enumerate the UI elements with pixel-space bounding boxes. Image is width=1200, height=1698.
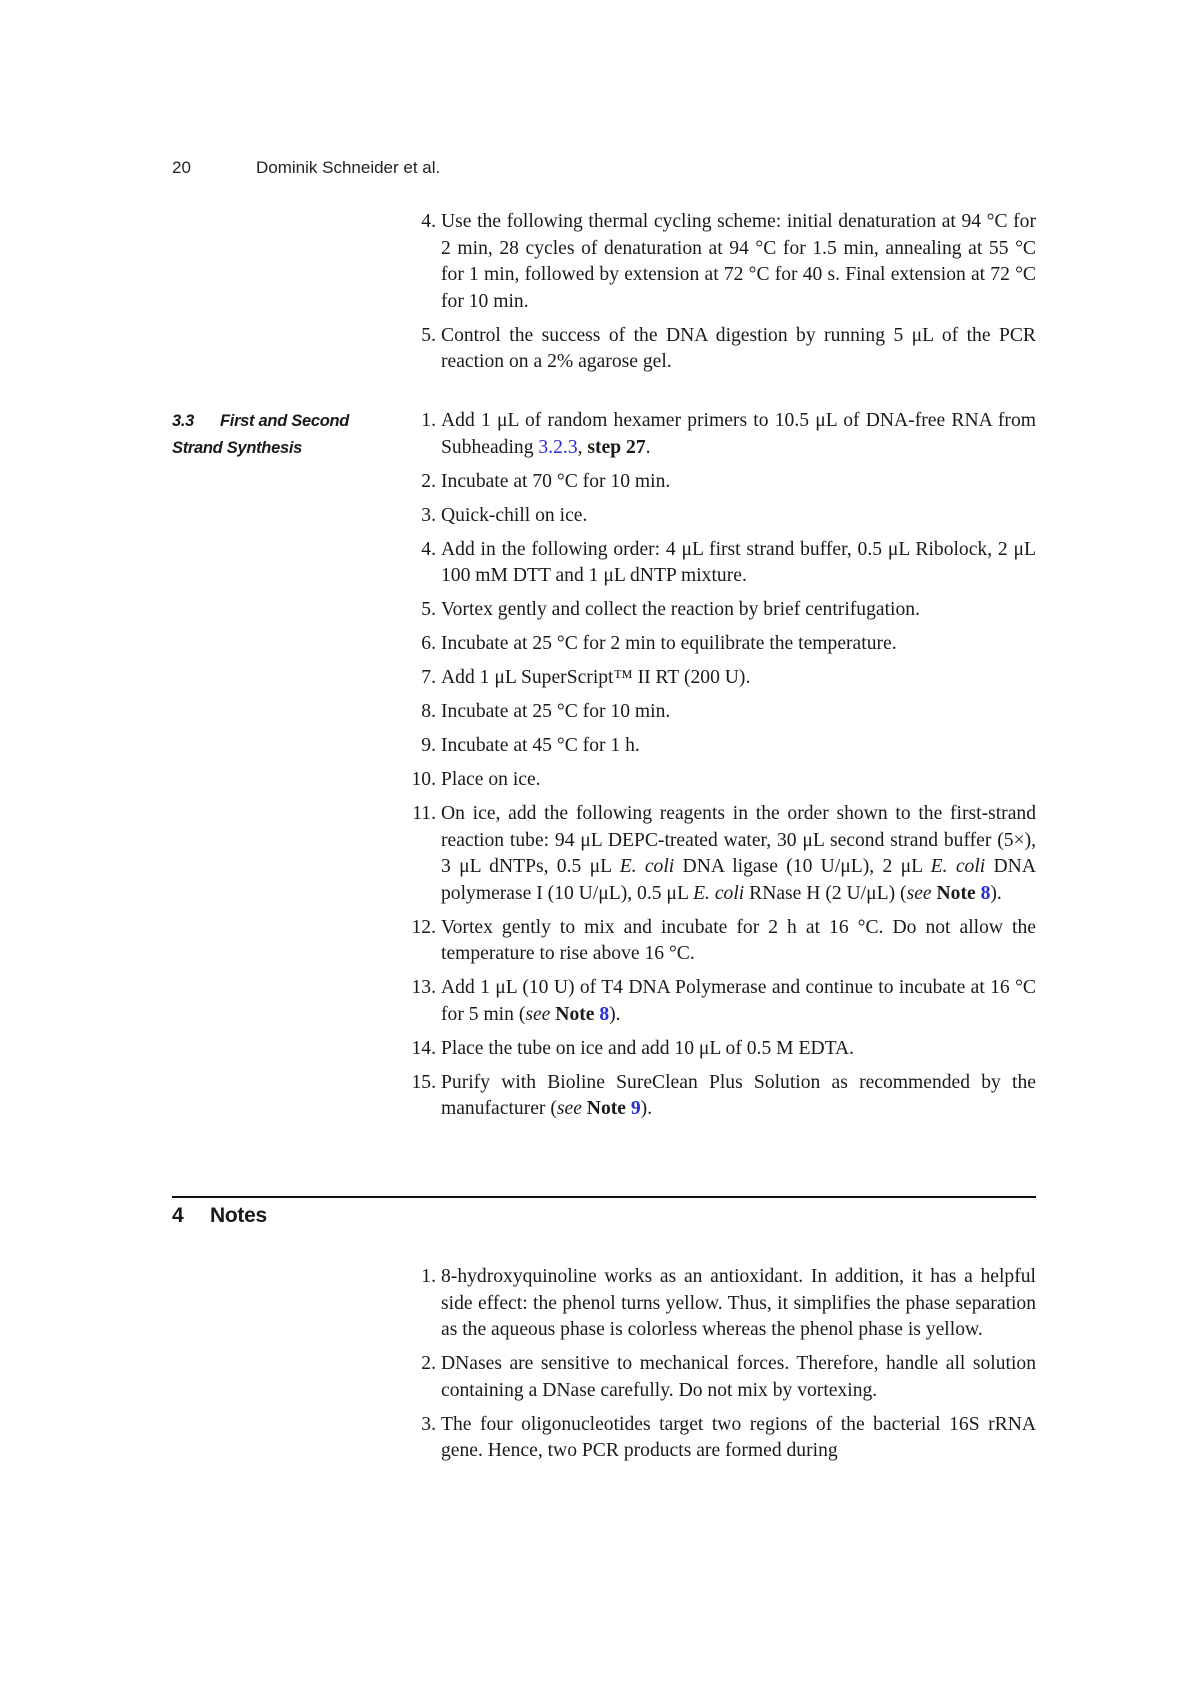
note-item: 2. DNases are sensitive to mechanical forces. Therefore, handle all solution containing a DNase carefully. Do not mix by vortexing. <box>421 1353 1036 1401</box>
notes-heading <box>172 1204 267 1228</box>
subheading-link[interactable]: 3.2.3 <box>538 436 578 458</box>
notes-list <box>408 1264 1036 1472</box>
subsection-heading: 3.3 First and Second Strand Synthesis <box>172 408 349 462</box>
list-item: 12. Vortex gently to mix and incubate for 2 h at 16 °C. Do not allow the temperature to rise above 16 °C. <box>411 916 1036 964</box>
note-link[interactable]: 9 <box>630 1098 641 1119</box>
list-item: 3. Quick-chill on ice. <box>421 504 588 526</box>
running-authors: Dominik Schneider et al. <box>256 158 441 177</box>
note-link[interactable]: 8 <box>599 1003 610 1025</box>
running-head <box>172 158 440 178</box>
note-item: 3. The four oligonucleotides target two regions of the bacterial 16S rRNA gene. Hence, two PCR products are formed during <box>421 1413 1036 1461</box>
list-item: 14. Place the tube on ice and add 10 μL of 0.5 M EDTA. <box>411 1037 855 1059</box>
note-link[interactable]: 8 <box>980 882 991 904</box>
list-item: 4. Add in the following order: 4 μL first strand buffer, 0.5 μL Ribolock, 2 μL 100 mM DTT and 1 μL dNTP mixture. <box>421 538 1036 586</box>
note-item: 1. 8-hydroxyquinoline works as an antioxidant. In addition, it has a helpful side effect: the phenol turns yellow. Thus, it simplifies the phase separation as the aqueous phase is colorless whereas the phenol phase is yellow. <box>421 1266 1036 1340</box>
list-item: 4. Use the following thermal cycling scheme: initial denaturation at 94 °C for 2 min, 28 cycles of denaturation at 94 °C for 1.5 min, annealing at 55 °C for 1 min, followed by extension at 72 °C for 40 s. Final extension at 72 °C for 10 min. <box>421 211 1036 312</box>
list-item: 5. Control the success of the DNA digestion by running 5 μL of the PCR reaction on a 2% agarose gel. <box>421 324 1036 372</box>
list-item: 7. Add 1 μL SuperScript™ II RT (200 U). <box>421 667 751 688</box>
list-item: 11. On ice, add the following reagents in the order shown to the first-strand reaction tube: 94 μL DEPC-treated water, 30 μL second strand buffer (5×), 3 μL dNTPs, 0.5 μL E. coli DNA ligase (10 U/μL), 2 μL E. coli DNA polymerase I (10 U/μL), 0.5 μL E. coli RNase H (2 U/μL) (see Note 8). <box>412 803 1036 904</box>
procedure-list-3-3 <box>408 408 1036 1130</box>
list-item: 10. Place on ice. <box>411 769 541 790</box>
section-rule <box>172 1196 1036 1198</box>
list-item: 9. Incubate at 45 °C for 1 h. <box>421 735 640 756</box>
list-item: 2. Incubate at 70 °C for 10 min. <box>421 470 671 492</box>
list-item: 6. Incubate at 25 °C for 2 min to equilibrate the temperature. <box>421 633 897 654</box>
list-item: 5. Vortex gently and collect the reaction by brief centrifugation. <box>421 599 920 620</box>
procedure-list-continued <box>408 209 1036 383</box>
list-item: 15. Purify with Bioline SureClean Plus Solution as recommended by the manufacturer (see Note 9). <box>411 1071 1036 1119</box>
list-item: 8. Incubate at 25 °C for 10 min. <box>421 701 671 722</box>
page-number: 20 <box>172 158 191 177</box>
subsection-number: 3.3 <box>172 412 195 430</box>
section-title: Notes <box>210 1204 267 1227</box>
section-number: 4 <box>172 1204 184 1227</box>
list-item: 13. Add 1 μL (10 U) of T4 DNA Polymerase and continue to incubate at 16 °C for 5 min (see Note 8). <box>411 977 1036 1025</box>
list-item: 1. Add 1 μL of random hexamer primers to 10.5 μL of DNA-free RNA from Subheading 3.2.3, step 27. <box>421 410 1036 458</box>
